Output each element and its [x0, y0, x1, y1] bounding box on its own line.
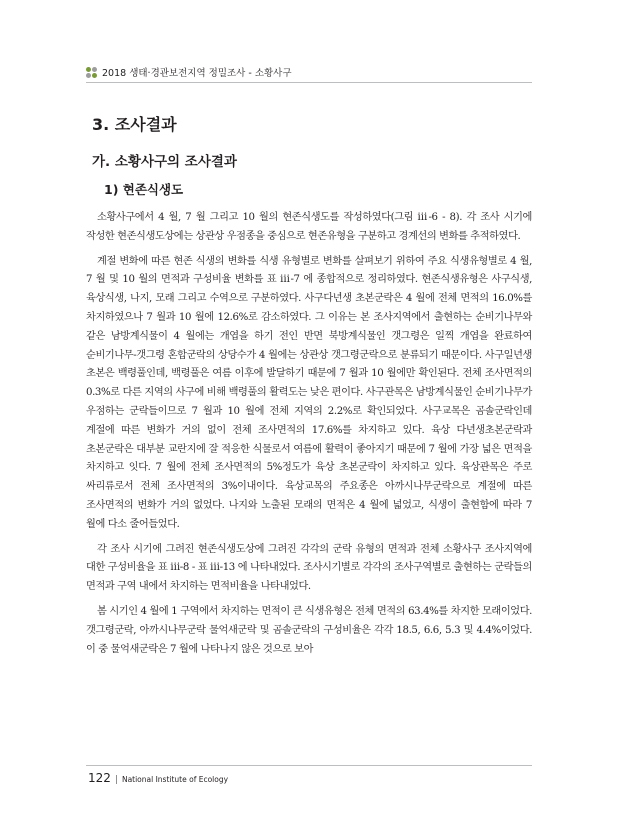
body-text	[86, 209, 532, 665]
running-header	[86, 64, 532, 80]
header-dots-icon	[86, 67, 97, 78]
dot	[86, 67, 91, 72]
dot	[92, 67, 97, 72]
page-footer	[88, 771, 228, 785]
paragraph: 계절 변화에 따른 현존 식생의 변화를 식생 유형별로 변화를 살펴보기 위하여 주요 식생유형별로 4 월, 7 월 및 10 월의 면적과 구성비율 변화를 표 ⅲ-7 에 종합적으로 정리하였다. 현존식생유형은 사구식생, 육상식생, 나지, 모래 그리고 수역으로 구분하였다. 사구다년생 초본군락은 4 월에 전체 면적의 16.0%를 차지하였으나 7 월과 10 월에 12.6%로 감소하였다. 그 이유는 본 조사지역에서 출현하는 순비기나무와 같은 남방계식물이 4 월에는 개엽을 하기 전인 반면 북방계식물인 갯그령은 일찍 개엽을 완료하여 순비기나무-갯그령 혼합군락의 상당수가 4 월에는 상관상 갯그령군락으로 분류되기 때문이다. 사구일년생 초본은 백령풀인데, 백령풀은 여름 이후에 발달하기 때문에 7 월과 10 월에만 확인된다. 전체 조사면적의 0.3%로 다른 지역의 사구에 비해 백령풀의 활력도는 낮은 편이다. 사구관목은 남방계식물인 순비기나무가 우점하는 군락들이므로 7 월과 10 월에 전체 지역의 2.2%로 확인되었다. 사구교목은 곰솔군락인데 계절에 따른 변화가 거의 없이 전체 조사면적의 17.6%를 차지하고 있다. 육상 다년생초본군락과 초본군락은 대부분 교란지에 잘 적응한 식물로서 여름에 활력이 좋아지기 때문에 7 월에 가장 넓은 면적을 차지하고 잇다. 7 월에 전체 조사면적의 5%정도가 육상 초본군락이 차지하고 있다. 육상관목은 주로 싸리류로서 전체 조사면적의 3%이내이다. 육상교목의 주요종은 아까시나무군락으로 계절에 따른 조사면적의 변화가 거의 없었다. 나지와 노출된 모래의 면적은 4 월에 넓었고, 식생이 출현함에 따라 7 월에 다소 줄어들었다.	[86, 255, 532, 530]
footer-separator: |	[114, 775, 118, 785]
dot	[92, 73, 97, 78]
paragraph: 각 조사 시기에 그려진 현존식생도상에 그려진 각각의 군락 유형의 면적과 전체 소황사구 조사지역에 대한 구성비율을 표 ⅲ-8 - 표 ⅲ-13 에 나타내었다. 조사시기별로 각각의 조사구역별로 출현하는 군락들의 면적과 구역 내에서 차지하는 면적비율을 나타내었다.	[86, 543, 532, 593]
institute-name: National Institute of Ecology	[121, 775, 229, 784]
subsubsection-title: 1) 현존식생도	[104, 182, 184, 197]
header-divider	[86, 82, 532, 83]
footer-divider	[86, 765, 532, 766]
dot	[86, 73, 91, 78]
paragraph: 소황사구에서 4 월, 7 월 그리고 10 월의 현존식생도를 작성하였다(그림 ⅲ-6 - 8). 각 조사 시기에 작성한 현존식생도상에는 상관상 우점종을 중심으로 현존유형을 구분하고 경계선의 변화를 추적하였다.	[86, 212, 532, 242]
page-number: 122	[88, 771, 111, 785]
header-text: 2018 생태·경관보전지역 정밀조사 - 소황사구	[102, 68, 292, 79]
paragraph: 봄 시기인 4 월에 1 구역에서 차지하는 면적이 큰 식생유형은 전체 면적의 63.4%를 차지한 모래이었다. 갯그령군락, 아까시나무군락 물억새군락 및 곰솔군락의 구성비율은 각각 18.5, 6.6, 5.3 및 4.4%이었다. 이 중 물억새군락은 7 월에 나타나지 않은 것으로 보아	[86, 605, 532, 655]
section-title: 3. 조사결과	[92, 115, 177, 134]
subsection-title: 가. 소황사구의 조사결과	[92, 154, 237, 170]
